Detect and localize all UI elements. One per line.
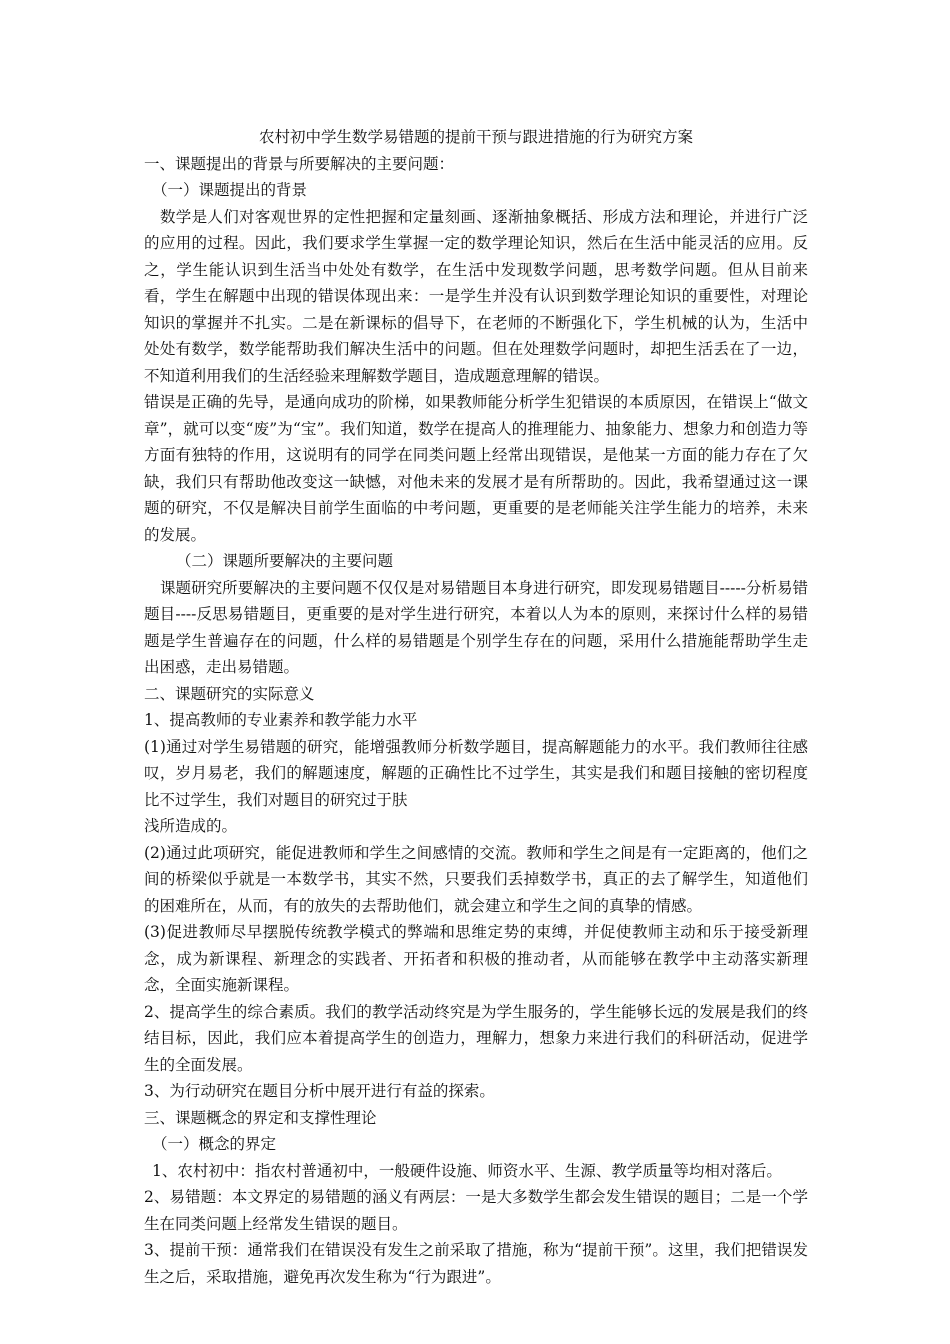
section-heading-3: 三、课题概念的界定和支撑性理论 [144,1108,377,1127]
document-page [144,124,808,1290]
paragraph-item-3: (3)促进教师尽早摆脱传统教学模式的弊端和思维定势的束缚，并促使教师主动和乐于接受新理念，成为新课程、新理念的实践者、开拓者和积极的推动者，从而能够在教学中主动落实新理念，全面实施新课程。 [144,923,808,994]
item-heading-2-1: 1、提高教师的专业素养和教学能力水平 [144,711,418,729]
definition-rural-school: 1、农村初中：指农村普通初中，一般硬件设施、师资水平、生源、教学质量等均相对落后。 [152,1161,782,1180]
subsection-heading-1-1: （一）课题提出的背景 [152,181,308,199]
subsection-heading-3-1: （一）概念的界定 [152,1135,277,1153]
paragraph-errors: 错误是正确的先导，是通向成功的阶梯，如果教师能分析学生犯错误的本质原因，在错误上“做文章”，就可以变“废”为“宝”。我们知道，数学在提高人的推理能力、抽象能力、想象力和创造力等方面有独特的作用，这说明有的同学在同类问题上经常出现错误，是他某一方面的能力存在了欠缺，我们只有帮助他改变这一缺憾，对他未来的发展才是有所帮助的。因此，我希望通过这一课题的研究，不仅是解决目前学生面临的中考问题，更重要的是老师能关注学生能力的培养，未来的发展。 [144,393,808,544]
document-title: 农村初中学生数学易错题的提前干预与跟进措施的行为研究方案 [258,128,693,146]
definition-error-prone: 2、易错题：本文界定的易错题的涵义有两层：一是大多数学生都会发生错误的题目；二是一个学生在同类问题上经常发生错误的题目。 [144,1188,808,1233]
paragraph-item-2: (2)通过此项研究，能促进教师和学生之间感情的交流。教师和学生之间是有一定距离的，他们之间的桥梁似乎就是一本数学书，其实不然，只要我们丢掉数学书，真正的去了解学生，知道他们的困难所在，从而，有的放失的去帮助他们，就会建立和学生之间的真挚的情感。 [144,843,808,915]
paragraph-item-1b: 浅所造成的。 [144,817,238,835]
definition-early-intervention: 3、提前干预：通常我们在错误没有发生之前采取了措施，称为“提前干预”。这里，我们把错误发生之后，采取措施，避免再次发生称为“行为跟进”。 [144,1241,808,1286]
paragraph-background: 数学是人们对客观世界的定性把握和定量刻画、逐渐抽象概括、形成方法和理论，并进行广泛的应用的过程。因此，我们要求学生掌握一定的数学理论知识，然后在生活中能灵活的应用。反之，学生能认识到生活当中处处有数学，在生活中发现数学问题，思考数学问题。但从目前来看，学生在解题中出现的错误体现出来：一是学生并没有认识到数学理论知识的重要性，对理论知识的掌握并不扎实。二是在新课标的倡导下，在老师的不断强化下，学生机械的认为，生活中处处有数学，数学能帮助我们解决生活中的问题。但在处理数学问题时，却把生活丢在了一边，不知道利用我们的生活经验来理解数学题目，造成题意理解的错误。 [144,207,808,385]
paragraph-student-quality: 2、提高学生的综合素质。我们的教学活动终究是为学生服务的，学生能够长远的发展是我们的终结目标，因此，我们应本着提高学生的创造力，理解力，想象力来进行我们的科研活动，促进学生的全面发展。 [144,1002,808,1074]
section-heading-1: 一、课题提出的背景与所要解决的主要问题： [144,154,455,173]
subsection-heading-1-2: （二）课题所要解决的主要问题 [176,552,394,570]
paragraph-exploration: 3、为行动研究在题目分析中展开进行有益的探索。 [144,1082,495,1100]
paragraph-item-1a: (1)通过对学生易错题的研究，能增强教师分析数学题目，提高解题能力的水平。我们教师往往感叹，岁月易老，我们的解题速度，解题的正确性比不过学生，其实是我们和题目接触的密切程度比不过学生，我们对题目的研究过于肤 [144,737,808,809]
section-heading-2: 二、课题研究的实际意义 [144,684,315,703]
paragraph-main-problems: 课题研究所要解决的主要问题不仅仅是对易错题目本身进行研究，即发现易错题目-----分析易错题目----反思易错题目，更重要的是对学生进行研究，本着以人为本的原则，来探讨什么样的易错题是学生普遍存在的问题，什么样的易错题是个别学生存在的问题，采用什么措施能帮助学生走出困惑，走出易错题。 [144,578,808,676]
